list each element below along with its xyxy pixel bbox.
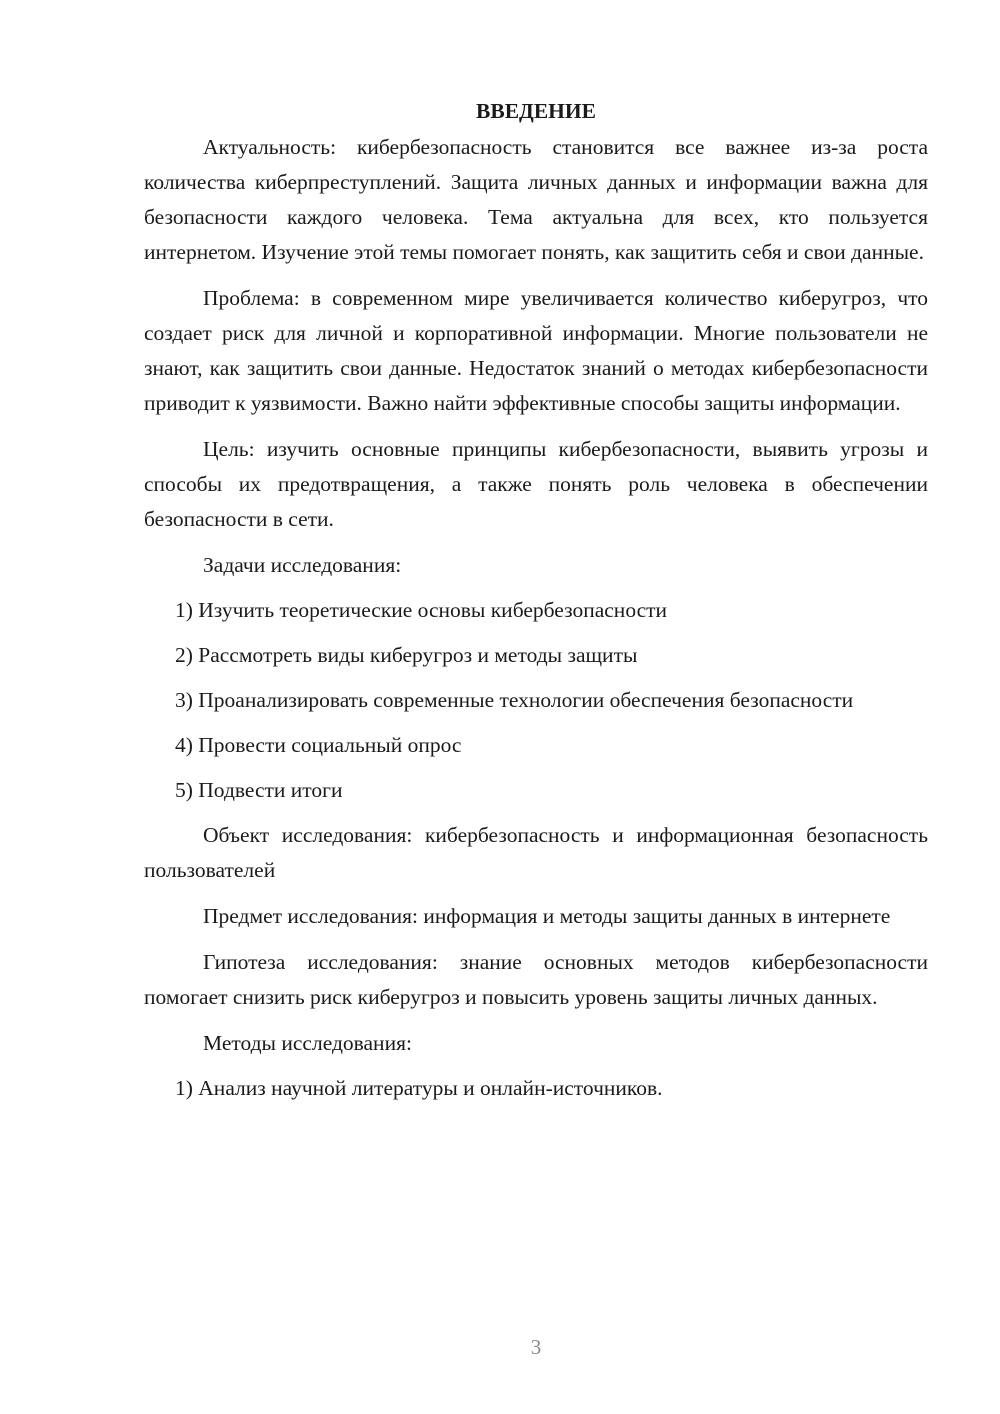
- paragraph-subject: Предмет исследования: информация и методы защиты данных в интернете: [203, 904, 891, 928]
- task-item-4: 4) Провести социальный опрос: [175, 733, 462, 757]
- paragraph-object: Объект исследования: кибербезопасность и информационная безопасность пользователей: [144, 823, 928, 882]
- method-item-1: 1) Анализ научной литературы и онлайн-источников.: [175, 1076, 663, 1100]
- paragraph-hypothesis: Гипотеза исследования: знание основных методов кибербезопасности помогает снизить риск киберугроз и повысить уровень защиты личных данных.: [144, 950, 928, 1009]
- section-heading: ВВЕДЕНИЕ: [476, 99, 596, 123]
- methods-label: Методы исследования:: [203, 1031, 412, 1055]
- page-number: 3: [530, 1335, 542, 1359]
- task-item-3: 3) Проанализировать современные технологии обеспечения безопасности: [175, 688, 854, 712]
- paragraph-goal: Цель: изучить основные принципы кибербезопасности, выявить угрозы и способы их предотвращения, а также понять роль человека в обеспечении безопасности в сети.: [144, 437, 928, 531]
- task-item-2: 2) Рассмотреть виды киберугроз и методы защиты: [175, 643, 638, 667]
- paragraph-problem: Проблема: в современном мире увеличивается количество киберугроз, что создает риск для личной и корпоративной информации. Многие пользователи не знают, как защитить свои данные. Недостаток знаний о методах кибербезопасности приводит к уязвимости. Важно найти эффективные способы защиты информации.: [144, 286, 928, 415]
- paragraph-relevance: Актуальность: кибербезопасность становится все важнее из-за роста количества киберпреступлений. Защита личных данных и информации важна для безопасности каждого человека. Тема актуальна для всех, кто пользуется интернетом. Изучение этой темы помогает понять, как защитить себя и свои данные.: [144, 135, 928, 264]
- task-item-5: 5) Подвести итоги: [175, 778, 343, 802]
- task-item-1: 1) Изучить теоретические основы кибербезопасности: [175, 598, 668, 622]
- document-body: [144, 94, 928, 1116]
- tasks-label: Задачи исследования:: [203, 553, 402, 577]
